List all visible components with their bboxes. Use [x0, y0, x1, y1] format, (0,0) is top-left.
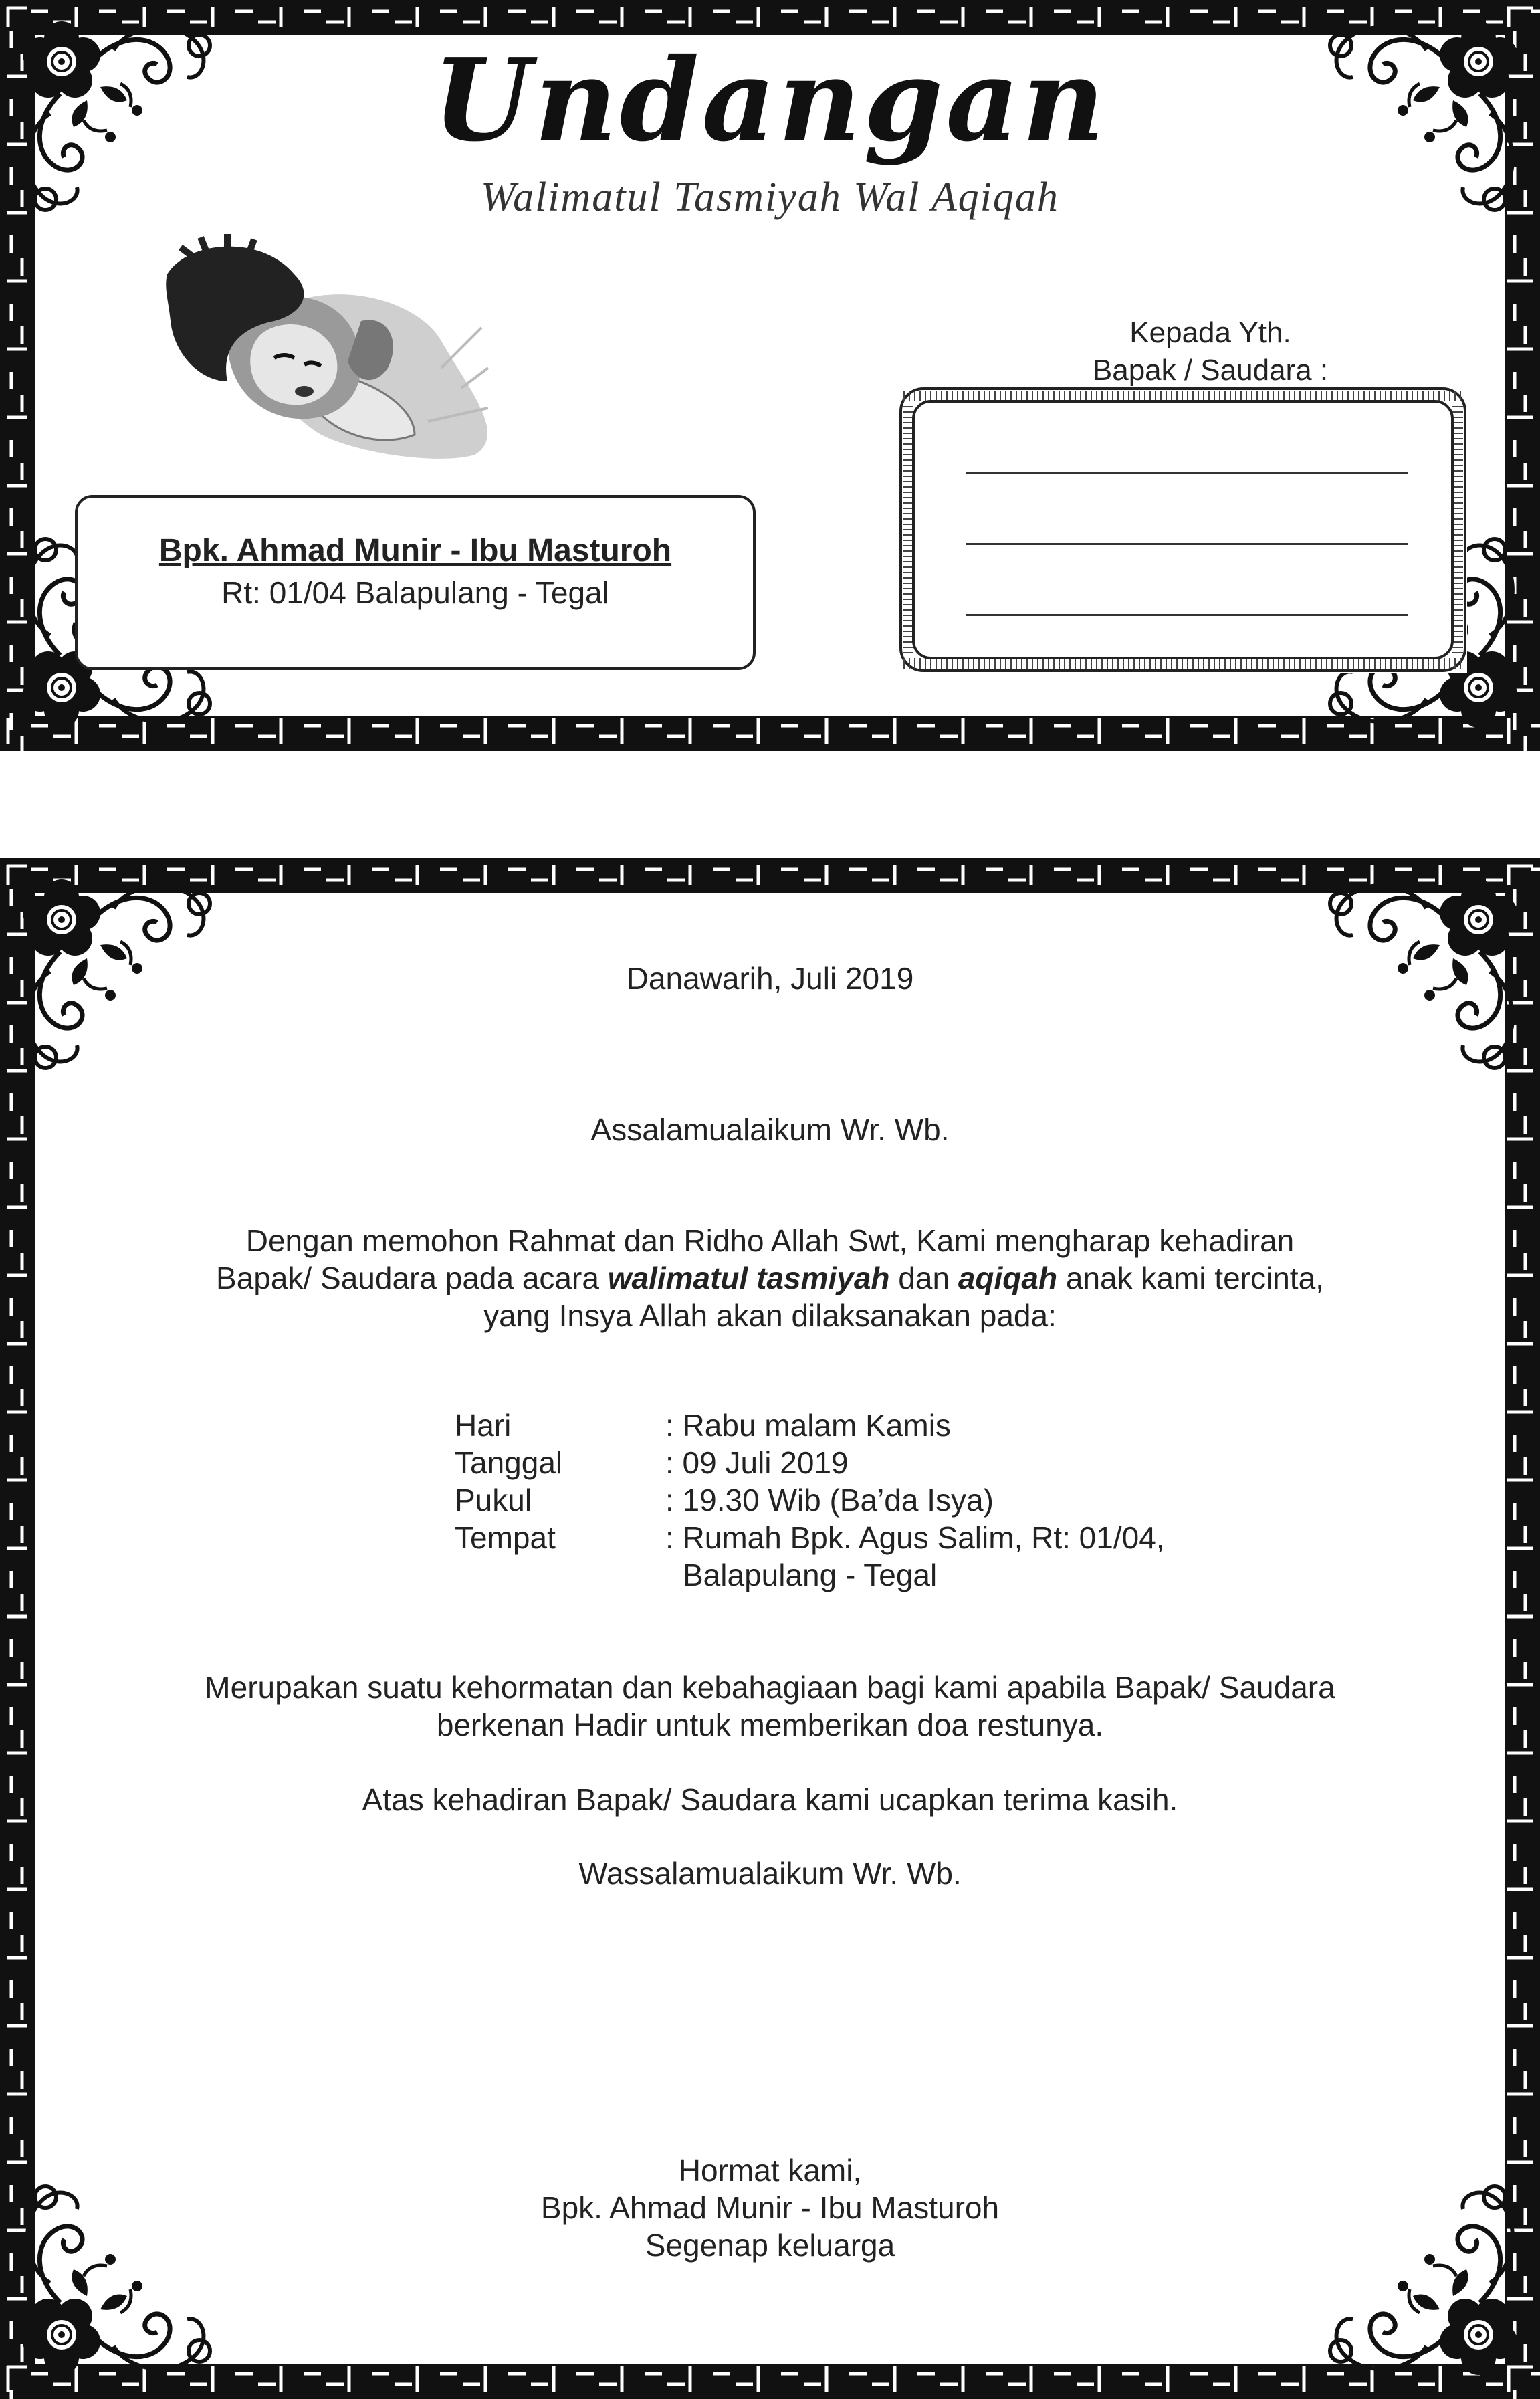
sleeping-baby-illustration: [160, 234, 508, 465]
detail-row: [455, 1444, 1257, 1481]
closing-line: berkenan Hadir untuk memberikan doa restunya.: [436, 1707, 1104, 1742]
thanks: Atas kehadiran Bapak/ Saudara kami ucapkan terima kasih.: [362, 1782, 1178, 1817]
detail-value: : Rumah Bpk. Agus Salim, Rt: 01/04,: [665, 1520, 1165, 1555]
detail-value: : Rabu malam Kamis: [665, 1408, 951, 1443]
intro-text: dan: [889, 1261, 958, 1295]
event-name-aqiqah: aqiqah: [958, 1261, 1058, 1295]
sender-box: [75, 495, 756, 670]
address-line[interactable]: [966, 472, 1408, 474]
signature-line: Bpk. Ahmad Munir - Ibu Masturoh: [540, 2190, 1000, 2225]
signature-line: Segenap keluarga: [645, 2228, 895, 2263]
detail-label: Tanggal: [455, 1445, 563, 1480]
place-date: Danawarih, Juli 2019: [626, 961, 914, 996]
intro-paragraph: [0, 1222, 1540, 1334]
intro-line: Dengan memohon Rahmat dan Ridho Allah Swt, Kami mengharap kehadiran: [245, 1223, 1295, 1258]
detail-row: [455, 1519, 1257, 1556]
intro-text: anak kami tercinta,: [1057, 1261, 1324, 1295]
detail-label: Hari: [455, 1408, 512, 1443]
sender-address: Rt: 01/04 Balapulang - Tegal: [221, 575, 609, 610]
signature-block: [0, 2152, 1540, 2264]
sender-name: Bpk. Ahmad Munir - Ibu Masturoh: [158, 533, 672, 568]
address-line[interactable]: [966, 543, 1408, 545]
intro-line: yang Insya Allah akan dilaksanakan pada:: [483, 1298, 1057, 1333]
closing-paragraph: [0, 1669, 1540, 1744]
address-line[interactable]: [966, 614, 1408, 616]
detail-row: [455, 1406, 1257, 1444]
signature-line: Hormat kami,: [678, 2153, 862, 2188]
detail-value-continued: [455, 1556, 1257, 1594]
farewell: Wassalamualaikum Wr. Wb.: [578, 1856, 962, 1891]
invitation-title: Undangan: [432, 33, 1108, 167]
recipient-label-line2: Bapak / Saudara :: [1092, 354, 1329, 387]
intro-line: [0, 1259, 1540, 1297]
detail-row: [455, 1481, 1257, 1519]
recipient-address-box: [899, 387, 1467, 673]
recipient-label-line1: Kepada Yth.: [1129, 316, 1291, 349]
place-line2: Balapulang - Tegal: [683, 1558, 938, 1592]
detail-value: : 09 Juli 2019: [665, 1445, 849, 1480]
intro-text: Bapak/ Saudara pada acara: [216, 1261, 608, 1295]
invitation-cover: [0, 0, 1540, 751]
greeting: Assalamualaikum Wr. Wb.: [590, 1112, 950, 1147]
detail-label: Tempat: [455, 1520, 556, 1555]
event-name-tasmiyah: walimatul tasmiyah: [607, 1261, 890, 1295]
recipient-label: [909, 314, 1511, 389]
invitation-subtitle: Walimatul Tasmiyah Wal Aqiqah: [481, 175, 1059, 220]
invitation-letter: [0, 858, 1540, 2399]
event-details: [455, 1406, 1257, 1594]
detail-label: Pukul: [455, 1483, 532, 1518]
closing-line: Merupakan suatu kehormatan dan kebahagiaan bagi kami apabila Bapak/ Saudara: [205, 1670, 1335, 1705]
detail-value: : 19.30 Wib (Ba’da Isya): [665, 1483, 994, 1518]
